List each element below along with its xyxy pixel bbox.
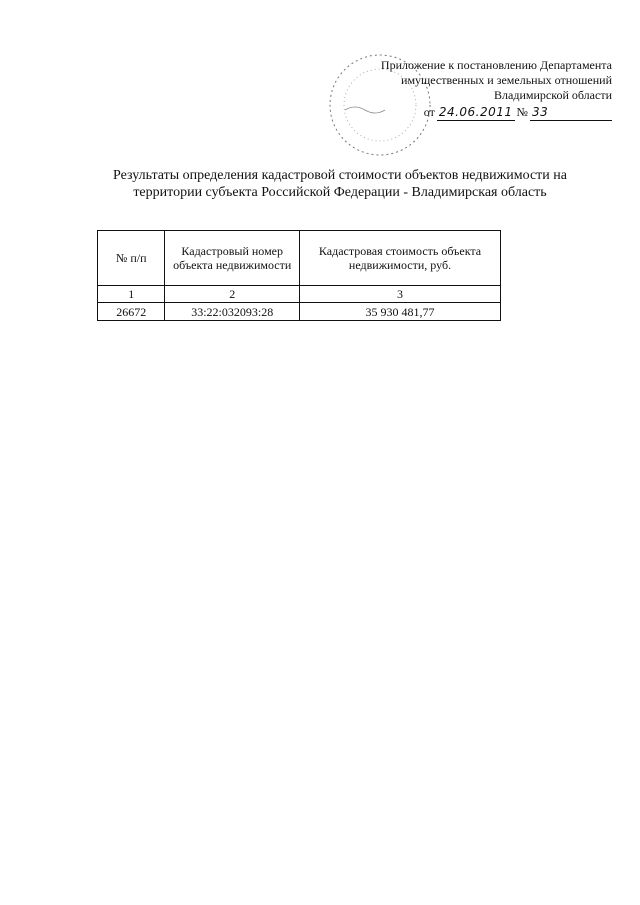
cadastral-value-cell: 35 930 481,77 (300, 303, 501, 321)
column-index-2: 2 (165, 286, 300, 303)
column-header-number: № п/п (98, 231, 165, 286)
document-title (60, 167, 620, 201)
cadastral-value-table (97, 230, 501, 321)
cadastral-number-cell: 33:22:032093:28 (165, 303, 300, 321)
title-line-2: территории субъекта Российской Федерации - Владимирская область (133, 185, 547, 200)
date-prefix: от (423, 105, 435, 119)
header-line-3: Владимирской области (494, 88, 612, 102)
approval-header (312, 58, 612, 121)
table-row (98, 303, 501, 321)
column-index-1: 1 (98, 286, 165, 303)
number-prefix: № (516, 105, 528, 119)
date-number-line (312, 105, 612, 121)
decree-number: 33 (530, 105, 612, 121)
column-header-cadastral-value: Кадастровая стоимость объекта недвижимости, руб. (300, 231, 501, 286)
decree-date: 24.06.2011 (438, 105, 513, 119)
column-index-3: 3 (300, 286, 501, 303)
header-line-2: имущественных и земельных отношений (401, 73, 612, 87)
header-line-1: Приложение к постановлению Департамента (380, 58, 612, 72)
table-header-row (98, 231, 501, 286)
title-line-1: Результаты определения кадастровой стоимости объектов недвижимости на (113, 168, 567, 183)
row-number-cell: 26672 (98, 303, 165, 321)
column-header-cadastral-number: Кадастровый номер объекта недвижимости (165, 231, 300, 286)
column-index-row (98, 286, 501, 303)
